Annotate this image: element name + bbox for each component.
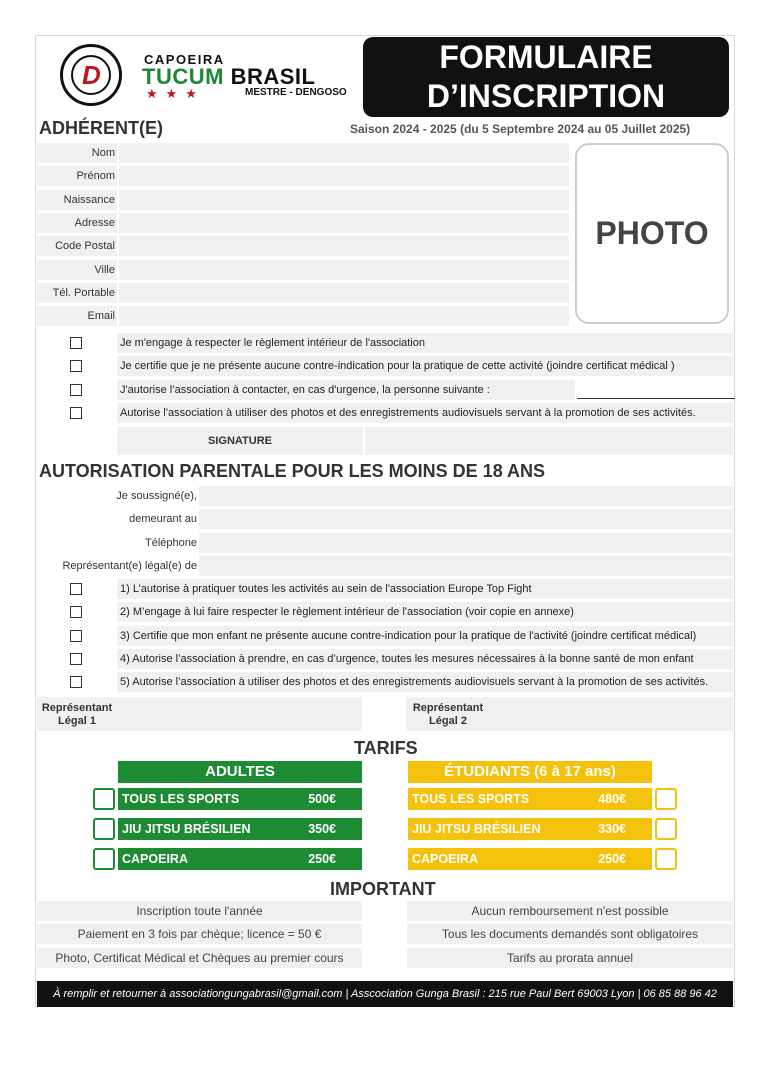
rep1-signature-field[interactable]: [117, 697, 362, 731]
adult-tarif-checkbox[interactable]: [93, 788, 115, 810]
field-label: Téléphone: [145, 536, 197, 549]
footer-contact: À remplir et retourner à associationgungabrasil@gmail.com | Asscociation Gunga Brasil : 215 rue Paul Bert 69003 Lyon | 06 85 88 96 42: [37, 981, 733, 1007]
statement: Autorise l'association à utiliser des photos et des enregistrements audiovisuels servant à la promotion de ses activités.: [117, 403, 733, 423]
season-text: Saison 2024 - 2025 (du 5 Septembre 2024 au 05 Juillet 2025): [350, 122, 691, 136]
stars-icon: ★★★: [146, 86, 205, 101]
checkbox[interactable]: [70, 630, 82, 642]
adult-tarif-checkbox[interactable]: [93, 818, 115, 840]
field-label: Prénom: [76, 170, 115, 183]
field-input[interactable]: [199, 556, 733, 576]
statement: 2) M’engage à lui faire respecter le règlement intérieur de l'association (voir copie en annexe): [117, 602, 733, 622]
form-title: FORMULAIRE D’INSCRIPTION: [363, 37, 729, 117]
important-item: Aucun remboursement n'est possible: [407, 901, 733, 921]
tarif-name: TOUS LES SPORTS: [412, 792, 530, 806]
field-input[interactable]: [119, 236, 569, 256]
tarif-price: 480€: [598, 792, 626, 806]
student-tarif-checkbox[interactable]: [655, 818, 677, 840]
brand-mestre: MESTRE - DENGOSO: [245, 87, 347, 98]
field-input[interactable]: [199, 509, 733, 529]
adult-tarif-row: [118, 788, 362, 810]
tarif-name: CAPOEIRA: [412, 852, 478, 866]
important-item: Paiement en 3 fois par chèque; licence = 50 €: [37, 924, 362, 944]
rep1-label: Représentant Légal 1: [41, 702, 113, 727]
tarif-name: JIU JITSU BRÉSILIEN: [412, 822, 541, 836]
statement: 3) Certifie que mon enfant ne présente aucune contre-indication pour la pratique de l'activité (joindre certificat médical): [117, 626, 733, 646]
adherent-heading: ADHÉRENT(E): [39, 118, 163, 138]
tarif-name: CAPOEIRA: [122, 852, 188, 866]
student-tarif-checkbox[interactable]: [655, 848, 677, 870]
statement: Je certifie que je ne présente aucune contre-indication pour la pratique de cette activité (joindre certificat médical ): [117, 356, 733, 376]
statement: 5) Autorise l’association à utiliser des photos et des enregistrements audiovisuels servant à la promotion de ses activités.: [117, 672, 733, 692]
checkbox[interactable]: [70, 583, 82, 595]
student-tarif-row: [408, 818, 652, 840]
student-tarif-row: [408, 788, 652, 810]
field-label: Représentant(e) légal(e) de: [62, 559, 197, 572]
field-input[interactable]: [119, 190, 569, 210]
emergency-contact-line[interactable]: [577, 398, 735, 399]
student-tarif-checkbox[interactable]: [655, 788, 677, 810]
brand-capoeira: CAPOEIRA: [144, 52, 225, 67]
tarif-name: TOUS LES SPORTS: [122, 792, 240, 806]
checkbox[interactable]: [70, 407, 82, 419]
checkbox[interactable]: [70, 606, 82, 618]
students-heading: ÉTUDIANTS (6 à 17 ans): [408, 761, 652, 783]
field-input[interactable]: [119, 260, 569, 280]
field-input[interactable]: [119, 306, 569, 326]
field-label: Nom: [91, 147, 115, 159]
tarifs-heading: TARIFS: [354, 738, 418, 758]
statement: J'autorise l’association à contacter, en cas d'urgence, la personne suivante :: [117, 380, 575, 400]
field-input[interactable]: [119, 213, 569, 233]
adult-tarif-row: [118, 818, 362, 840]
statement: 1) L’autorise à pratiquer toutes les activités au sein de l'association Europe Top Fight: [117, 579, 733, 599]
field-input[interactable]: [119, 283, 569, 303]
checkbox[interactable]: [70, 384, 82, 396]
bjj-logo: D: [60, 44, 122, 106]
field-label: Email: [87, 310, 115, 323]
field-input[interactable]: [119, 166, 569, 186]
tarif-price: 250€: [308, 852, 336, 866]
field-label: Adresse: [74, 216, 115, 229]
field-input[interactable]: [199, 486, 733, 506]
field-label: Ville: [94, 263, 115, 276]
checkbox[interactable]: [70, 337, 82, 349]
photo-box[interactable]: PHOTO: [575, 143, 729, 324]
checkbox[interactable]: [70, 676, 82, 688]
field-label: Code Postal: [55, 240, 115, 253]
adult-tarif-checkbox[interactable]: [93, 848, 115, 870]
important-item: Photo, Certificat Médical et Chèques au premier cours: [37, 948, 362, 968]
rep2-signature-field[interactable]: [490, 697, 733, 731]
statement: Je m'engage à respecter le règlement intérieur de l'association: [117, 333, 733, 353]
field-label: Tél. Portable: [52, 286, 115, 299]
important-item: Tous les documents demandés sont obligatoires: [407, 924, 733, 944]
adults-heading: ADULTES: [118, 761, 362, 783]
parental-heading: AUTORISATION PARENTALE POUR LES MOINS DE 18 ANS: [39, 461, 546, 481]
tarif-price: 250€: [598, 852, 626, 866]
brand-tucum-brasil: TUCUM BRASIL: [142, 64, 316, 89]
field-input[interactable]: [199, 533, 733, 553]
rep2-label: Représentant Légal 2: [412, 702, 484, 727]
important-item: Tarifs au prorata annuel: [407, 948, 733, 968]
student-tarif-row: [408, 848, 652, 870]
field-label: demeurant au: [129, 513, 197, 526]
tarif-name: JIU JITSU BRÉSILIEN: [122, 822, 251, 836]
tarif-price: 350€: [308, 822, 336, 836]
important-heading: IMPORTANT: [330, 879, 436, 899]
tarif-price: 500€: [308, 792, 336, 806]
tarif-price: 330€: [598, 822, 626, 836]
signature-field[interactable]: [365, 427, 733, 455]
field-input[interactable]: [119, 143, 569, 163]
field-label: Je soussigné(e),: [116, 490, 197, 502]
adult-tarif-row: [118, 848, 362, 870]
checkbox[interactable]: [70, 653, 82, 665]
field-label: Naissance: [63, 193, 115, 206]
checkbox[interactable]: [70, 360, 82, 372]
important-item: Inscription toute l'année: [37, 901, 362, 921]
statement: 4) Autorise l’association à prendre, en cas d’urgence, toutes les mesures nécessaires à la bonne santé de mon enfant: [117, 649, 733, 669]
signature-label: SIGNATURE: [208, 435, 272, 447]
